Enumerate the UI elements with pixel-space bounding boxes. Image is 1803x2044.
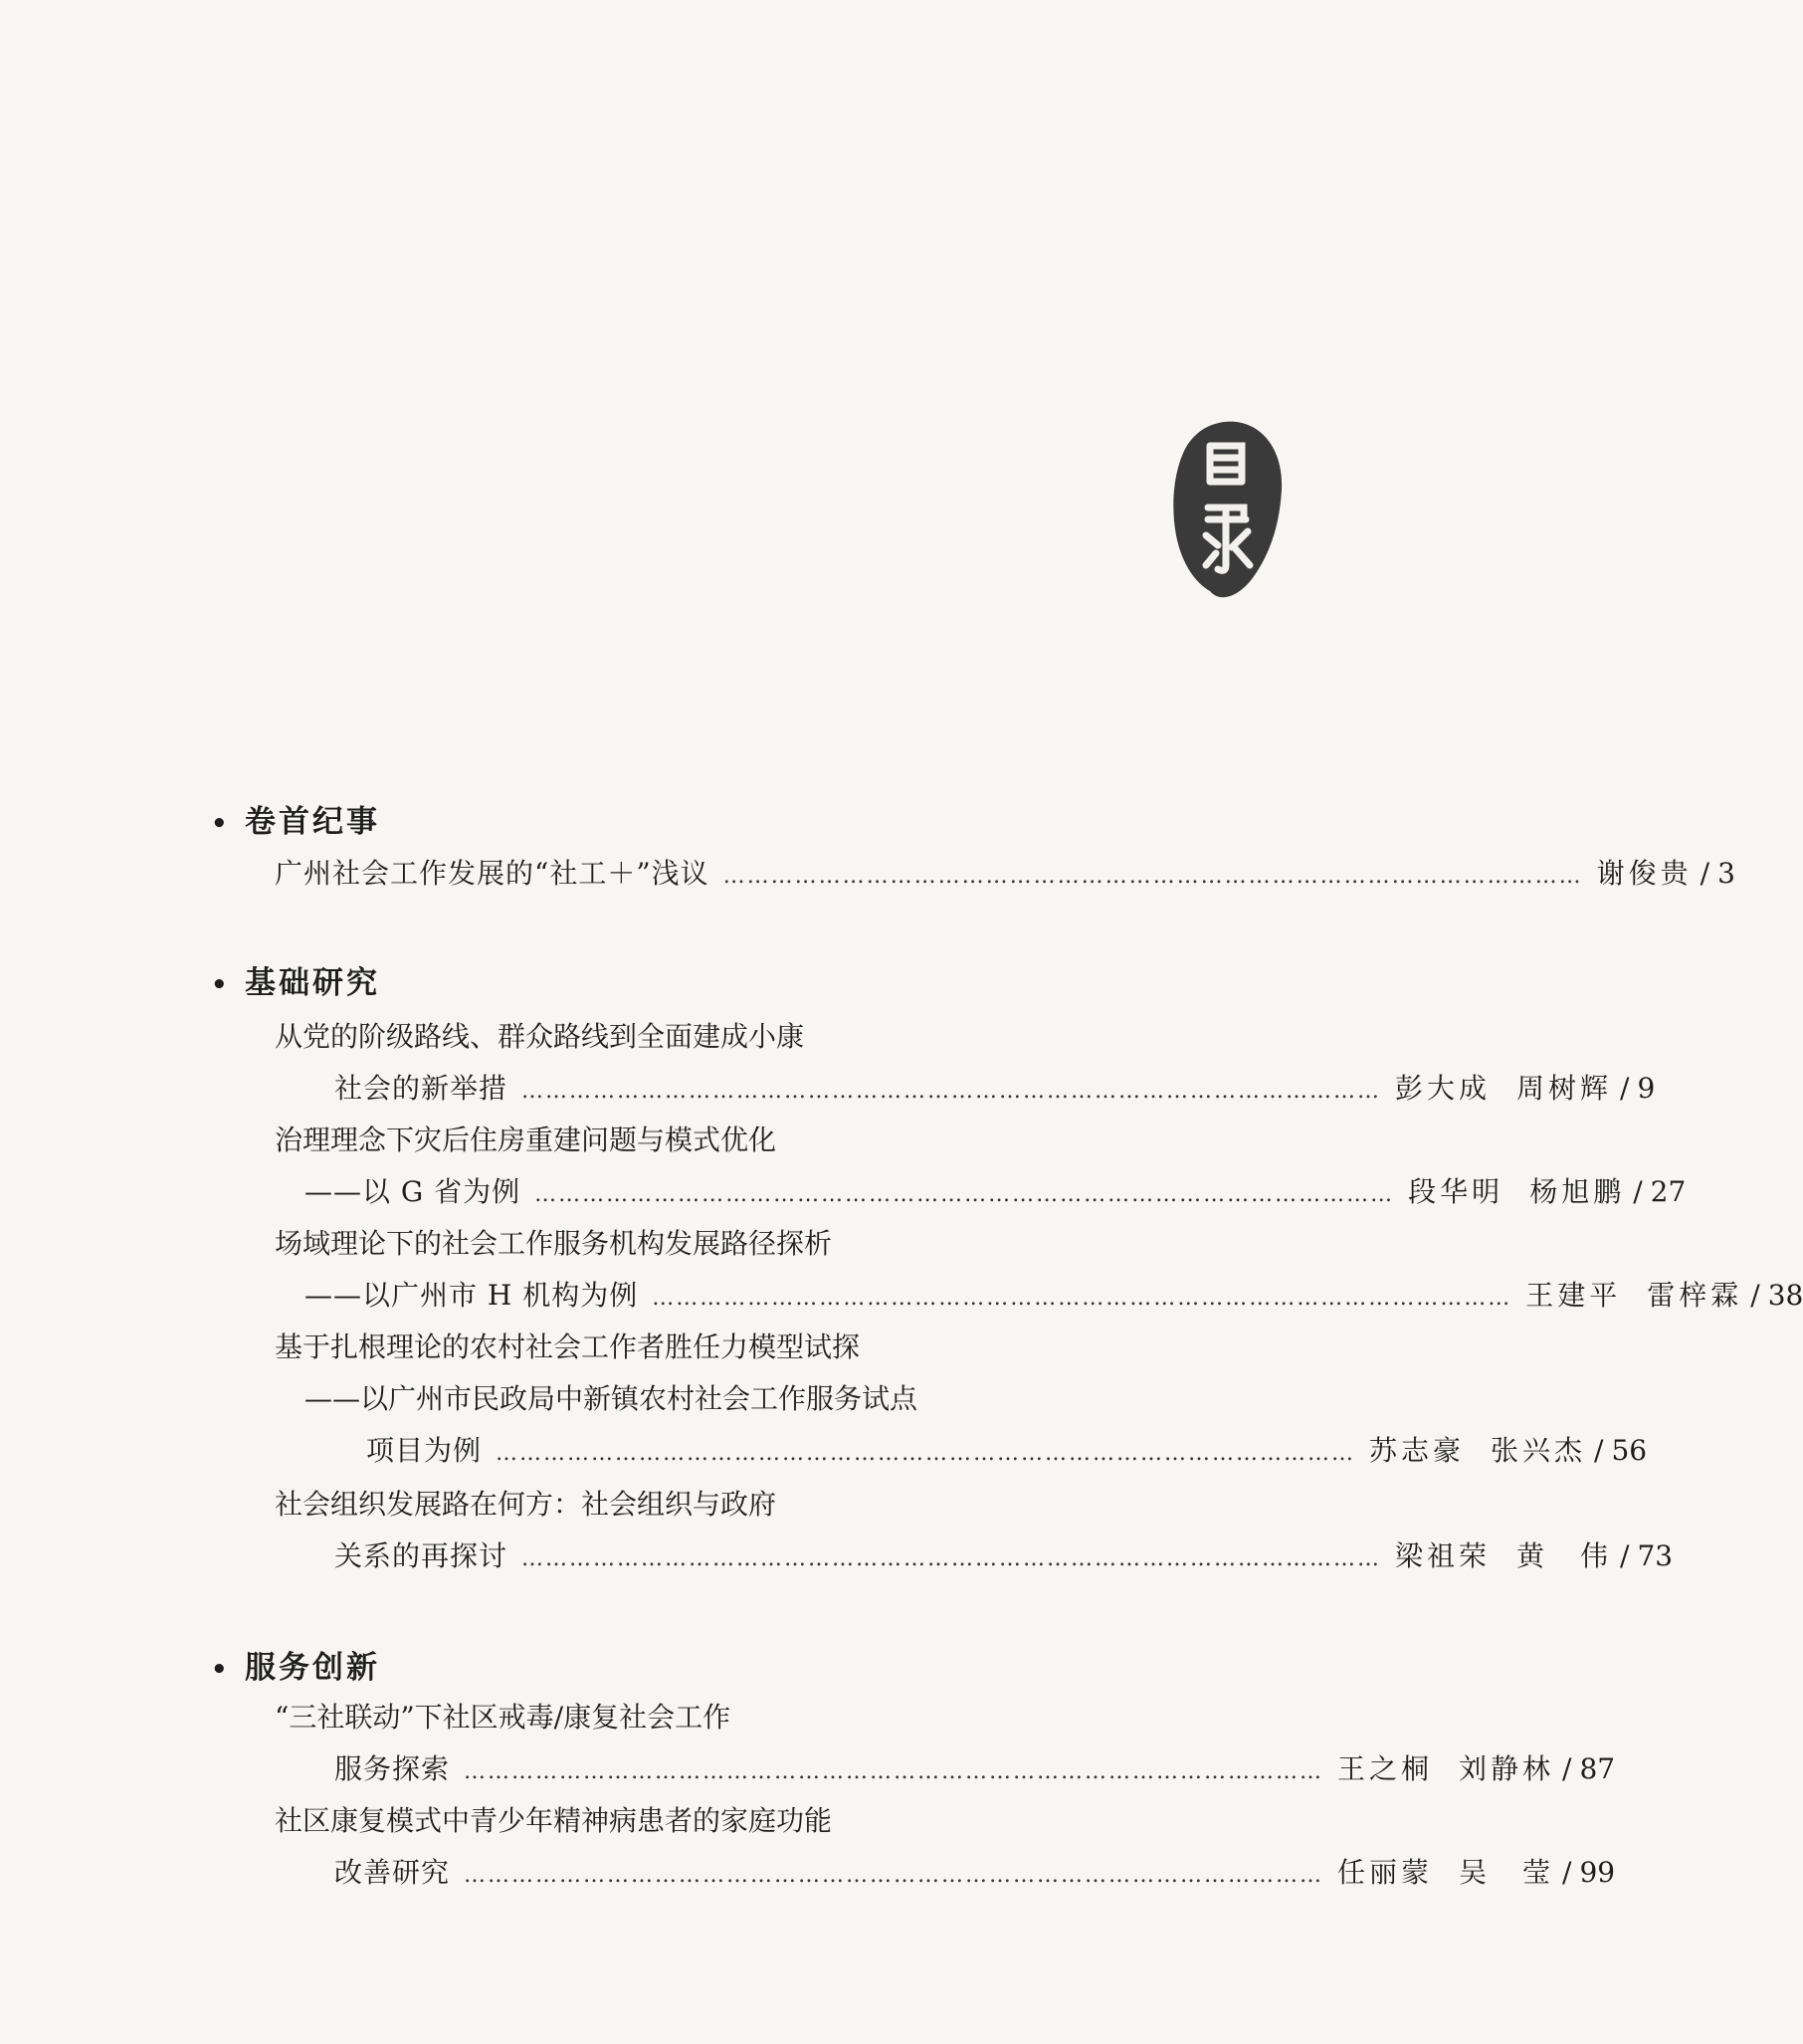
dot-leader: ………………………………………………………………………………………………: [521, 1546, 1382, 1571]
bullet-icon: •: [211, 809, 231, 839]
entry-title: 服务探索: [334, 1752, 451, 1785]
entry-title-line[interactable]: 场域理论下的社会工作服务机构发展路径探析: [275, 1227, 833, 1260]
entry-title-line[interactable]: 基于扎根理论的农村社会工作者胜任力模型试探: [275, 1330, 861, 1363]
entry-subtitle: 项目为例: [366, 1434, 483, 1467]
entry-title: 改善研究: [334, 1856, 451, 1889]
page-number: 27: [1650, 1175, 1687, 1208]
separator-slash: /: [1562, 1856, 1572, 1889]
entry-title-line[interactable]: “三社联动”下社区戒毒/康复社会工作: [275, 1701, 731, 1734]
toc-entry[interactable]: [304, 1172, 1687, 1212]
page-number: 73: [1637, 1539, 1674, 1572]
entry-title: 关系的再探讨: [334, 1539, 508, 1572]
dot-leader: ………………………………………………………………………………………………: [464, 1863, 1324, 1888]
page-number: 99: [1579, 1856, 1616, 1889]
page-number: 38: [1767, 1279, 1803, 1312]
toc-entry[interactable]: [275, 854, 1735, 894]
entry-authors: 任丽蒙 吴 莹: [1337, 1856, 1555, 1889]
dot-leader: ………………………………………………………………………………………………: [464, 1759, 1324, 1784]
entry-authors: 谢俊贵: [1596, 857, 1693, 890]
entry-title-line[interactable]: 从党的阶级路线、群众路线到全面建成小康: [275, 1020, 805, 1053]
entry-authors: 王之桐 刘静林: [1337, 1752, 1555, 1785]
separator-slash: /: [1562, 1752, 1572, 1785]
entry-title: 广州社会工作发展的“社工＋”浅议: [275, 857, 709, 890]
entry-title-line[interactable]: 社区康复模式中青少年精神病患者的家庭功能: [275, 1804, 833, 1837]
toc-entry[interactable]: [366, 1431, 1648, 1471]
separator-slash: /: [1620, 1539, 1630, 1572]
separator-slash: /: [1633, 1175, 1643, 1208]
separator-slash: /: [1620, 1072, 1630, 1105]
dot-leader: ………………………………………………………………………………………………: [722, 864, 1583, 889]
entry-subtitle-line[interactable]: ——以广州市民政局中新镇农村社会工作服务试点: [304, 1382, 918, 1415]
page-number: 9: [1637, 1072, 1656, 1105]
page-number: 3: [1717, 857, 1735, 890]
entry-title: 社会的新举措: [334, 1072, 508, 1105]
dot-leader: ………………………………………………………………………………………………: [521, 1079, 1382, 1104]
entry-subtitle: ——以广州市 H 机构为例: [304, 1279, 639, 1312]
entry-authors: 段华明 杨旭鹏: [1408, 1175, 1626, 1208]
separator-slash: /: [1594, 1434, 1604, 1467]
dot-leader: ………………………………………………………………………………………………: [496, 1441, 1356, 1466]
toc-entry[interactable]: [334, 1853, 1616, 1893]
separator-slash: /: [1750, 1279, 1760, 1312]
toc-entry[interactable]: [334, 1749, 1616, 1789]
bullet-icon: •: [211, 1655, 231, 1685]
page-number: 56: [1611, 1434, 1648, 1467]
entry-subtitle: ——以 G 省为例: [304, 1175, 521, 1208]
toc-entry[interactable]: [334, 1069, 1656, 1109]
dot-leader: ………………………………………………………………………………………………: [534, 1182, 1395, 1207]
page-number: 87: [1579, 1752, 1616, 1785]
entry-authors: 苏志豪 张兴杰: [1369, 1434, 1587, 1467]
section-heading: • 卷首纪事: [211, 804, 380, 840]
toc-entry[interactable]: [334, 1536, 1674, 1576]
entry-authors: 梁祖荣 黄 伟: [1395, 1539, 1613, 1572]
entry-title-line[interactable]: 治理理念下灾后住房重建问题与模式优化: [275, 1124, 777, 1156]
entry-authors: 彭大成 周树辉: [1395, 1072, 1613, 1105]
toc-entry[interactable]: [304, 1276, 1803, 1316]
bullet-icon: •: [211, 970, 231, 1000]
dot-leader: ………………………………………………………………………………………………: [652, 1286, 1512, 1311]
separator-slash: /: [1700, 857, 1710, 890]
section-heading: • 服务创新: [211, 1650, 380, 1686]
section-heading: • 基础研究: [211, 965, 380, 1001]
entry-title-line[interactable]: 社会组织发展路在何方：社会组织与政府: [275, 1488, 777, 1521]
entry-authors: 王建平 雷梓霖: [1525, 1279, 1743, 1312]
